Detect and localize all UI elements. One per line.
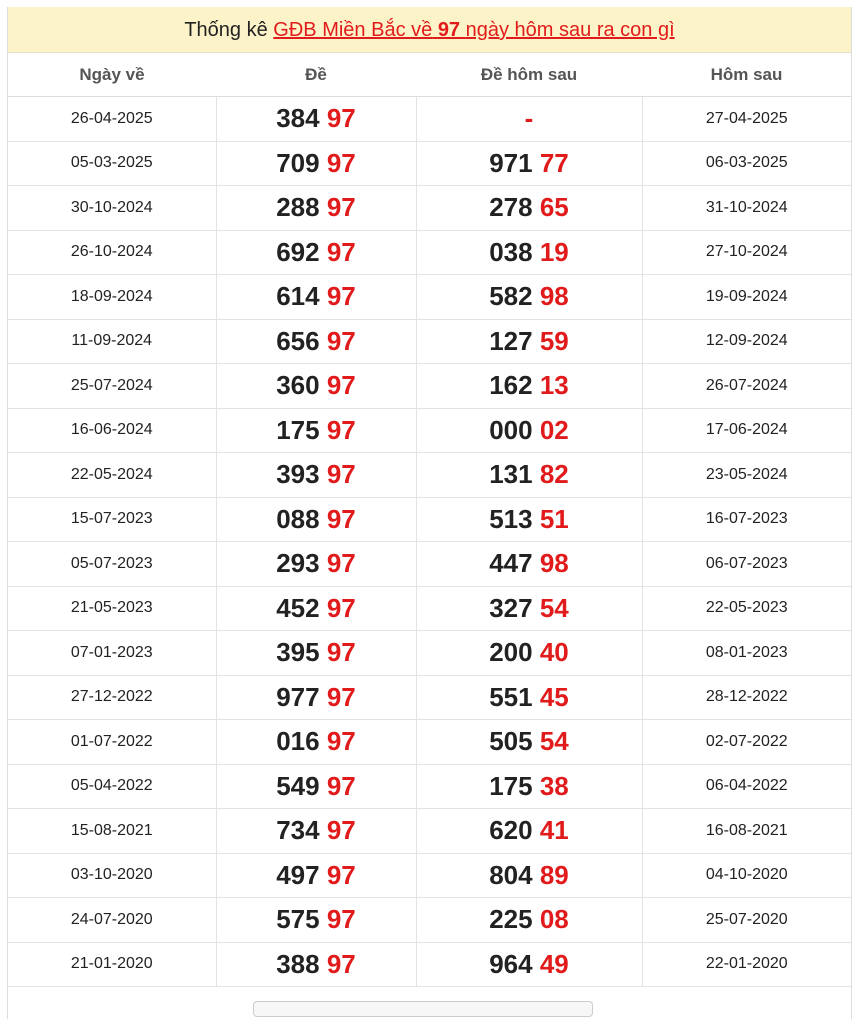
next-special-tail: 40 xyxy=(539,637,569,668)
special-head: 977 xyxy=(276,681,320,712)
next-date-cell: 27-10-2024 xyxy=(642,230,851,275)
special-cell xyxy=(216,542,416,587)
date-cell: 30-10-2024 xyxy=(8,186,216,231)
special-cell xyxy=(216,97,416,142)
special-tail: 97 xyxy=(326,637,356,668)
table-row xyxy=(8,319,851,364)
special-head: 709 xyxy=(276,147,320,178)
date-cell: 18-09-2024 xyxy=(8,275,216,320)
next-date-cell: 27-04-2025 xyxy=(642,97,851,142)
special-cell xyxy=(216,319,416,364)
next-special-cell xyxy=(416,230,642,275)
next-special-cell xyxy=(416,542,642,587)
special-cell xyxy=(216,720,416,765)
special-cell xyxy=(216,764,416,809)
table-row xyxy=(8,186,851,231)
next-special-cell xyxy=(416,720,642,765)
next-special-tail: 08 xyxy=(539,904,569,935)
next-special-head: 200 xyxy=(489,637,533,668)
special-tail: 97 xyxy=(326,815,356,846)
next-special-cell xyxy=(416,898,642,943)
special-head: 288 xyxy=(276,192,320,223)
special-tail: 97 xyxy=(326,325,356,356)
stats-panel xyxy=(7,7,852,1019)
next-special-tail: 41 xyxy=(539,815,569,846)
table-row xyxy=(8,809,851,854)
next-special-tail: 13 xyxy=(539,370,569,401)
next-special-tail: 02 xyxy=(539,414,569,445)
special-tail: 97 xyxy=(326,370,356,401)
next-date-cell: 23-05-2024 xyxy=(642,453,851,498)
header-de-hom-sau: Đề hôm sau xyxy=(416,53,642,97)
special-head: 734 xyxy=(276,815,320,846)
special-cell xyxy=(216,675,416,720)
next-date-cell: 08-01-2023 xyxy=(642,631,851,676)
date-cell: 25-07-2024 xyxy=(8,364,216,409)
date-cell: 05-04-2022 xyxy=(8,764,216,809)
header-de: Đề xyxy=(216,53,416,97)
special-head: 575 xyxy=(276,904,320,935)
next-special-head: 505 xyxy=(489,726,533,757)
next-special-tail: 82 xyxy=(539,459,569,490)
table-row xyxy=(8,364,851,409)
next-special-cell xyxy=(416,586,642,631)
date-cell: 11-09-2024 xyxy=(8,319,216,364)
next-date-cell: 02-07-2022 xyxy=(642,720,851,765)
next-date-cell: 31-10-2024 xyxy=(642,186,851,231)
next-special-head: 971 xyxy=(489,147,533,178)
date-cell: 27-12-2022 xyxy=(8,675,216,720)
next-special-tail: 38 xyxy=(539,770,569,801)
page-title xyxy=(8,7,851,53)
date-cell: 21-01-2020 xyxy=(8,942,216,987)
next-special-head: 551 xyxy=(489,681,533,712)
special-head: 497 xyxy=(276,859,320,890)
date-cell: 26-10-2024 xyxy=(8,230,216,275)
results-table xyxy=(8,53,851,987)
date-cell: 07-01-2023 xyxy=(8,631,216,676)
next-special-tail: 45 xyxy=(539,681,569,712)
special-head: 175 xyxy=(276,414,320,445)
next-special-head: 131 xyxy=(489,459,533,490)
date-cell: 24-07-2020 xyxy=(8,898,216,943)
title-number[interactable]: 97 xyxy=(437,19,461,41)
special-cell xyxy=(216,942,416,987)
special-cell xyxy=(216,186,416,231)
special-head: 692 xyxy=(276,236,320,267)
special-cell xyxy=(216,586,416,631)
bottom-tab[interactable] xyxy=(253,1001,593,1017)
next-special-cell xyxy=(416,408,642,453)
next-special-tail: 77 xyxy=(539,147,569,178)
special-tail: 97 xyxy=(326,103,356,134)
next-special-cell xyxy=(416,675,642,720)
special-tail: 97 xyxy=(326,281,356,312)
next-special-head: 513 xyxy=(489,503,533,534)
table-row xyxy=(8,453,851,498)
next-date-cell: 17-06-2024 xyxy=(642,408,851,453)
next-special-head: 620 xyxy=(489,815,533,846)
title-link[interactable]: GĐB Miền Bắc về 97 ngày hôm sau ra con gì xyxy=(273,19,675,41)
next-special-cell xyxy=(416,453,642,498)
special-cell xyxy=(216,898,416,943)
special-tail: 97 xyxy=(326,503,356,534)
next-special-head: 225 xyxy=(489,904,533,935)
table-row xyxy=(8,631,851,676)
special-head: 393 xyxy=(276,459,320,490)
next-date-cell: 06-07-2023 xyxy=(642,542,851,587)
special-tail: 97 xyxy=(326,770,356,801)
special-cell xyxy=(216,631,416,676)
date-cell: 01-07-2022 xyxy=(8,720,216,765)
date-cell: 15-07-2023 xyxy=(8,497,216,542)
table-row xyxy=(8,898,851,943)
next-date-cell: 25-07-2020 xyxy=(642,898,851,943)
next-special-tail: - xyxy=(524,103,534,134)
table-row xyxy=(8,497,851,542)
table-header-row xyxy=(8,53,851,97)
next-special-tail: 19 xyxy=(539,236,569,267)
next-date-cell: 22-01-2020 xyxy=(642,942,851,987)
next-date-cell: 06-04-2022 xyxy=(642,764,851,809)
table-row xyxy=(8,764,851,809)
next-special-tail: 51 xyxy=(539,503,569,534)
special-head: 293 xyxy=(276,548,320,579)
header-ngay-ve: Ngày về xyxy=(8,53,216,97)
next-date-cell: 28-12-2022 xyxy=(642,675,851,720)
next-special-head: 447 xyxy=(489,548,533,579)
next-special-head: 964 xyxy=(489,948,533,979)
next-special-cell xyxy=(416,364,642,409)
special-tail: 97 xyxy=(326,859,356,890)
table-row xyxy=(8,853,851,898)
next-date-cell: 16-07-2023 xyxy=(642,497,851,542)
special-tail: 97 xyxy=(326,681,356,712)
next-special-cell xyxy=(416,141,642,186)
date-cell: 15-08-2021 xyxy=(8,809,216,854)
table-row xyxy=(8,408,851,453)
special-head: 614 xyxy=(276,281,320,312)
special-cell xyxy=(216,453,416,498)
special-tail: 97 xyxy=(326,726,356,757)
next-special-cell xyxy=(416,186,642,231)
special-cell xyxy=(216,853,416,898)
table-row xyxy=(8,720,851,765)
next-special-tail: 59 xyxy=(539,325,569,356)
next-special-tail: 98 xyxy=(539,281,569,312)
table-row xyxy=(8,97,851,142)
date-cell: 03-10-2020 xyxy=(8,853,216,898)
special-cell xyxy=(216,275,416,320)
special-cell xyxy=(216,497,416,542)
next-special-head: 175 xyxy=(489,770,533,801)
next-special-cell xyxy=(416,97,642,142)
next-special-head: 278 xyxy=(489,192,533,223)
table-row xyxy=(8,230,851,275)
special-head: 016 xyxy=(276,726,320,757)
title-prefix: Thống kê xyxy=(184,19,268,41)
special-tail: 97 xyxy=(326,904,356,935)
next-special-head: 038 xyxy=(489,236,533,267)
next-special-cell xyxy=(416,319,642,364)
next-special-cell xyxy=(416,809,642,854)
table-row xyxy=(8,586,851,631)
date-cell: 16-06-2024 xyxy=(8,408,216,453)
table-body xyxy=(8,97,851,987)
next-special-head: 162 xyxy=(489,370,533,401)
next-special-head: 127 xyxy=(489,325,533,356)
table-row xyxy=(8,942,851,987)
special-cell xyxy=(216,809,416,854)
date-cell: 26-04-2025 xyxy=(8,97,216,142)
next-special-cell xyxy=(416,853,642,898)
next-date-cell: 06-03-2025 xyxy=(642,141,851,186)
next-special-cell xyxy=(416,631,642,676)
special-head: 549 xyxy=(276,770,320,801)
special-cell xyxy=(216,230,416,275)
special-cell xyxy=(216,141,416,186)
next-special-head: 804 xyxy=(489,859,533,890)
special-tail: 97 xyxy=(326,414,356,445)
date-cell: 05-03-2025 xyxy=(8,141,216,186)
special-cell xyxy=(216,408,416,453)
date-cell: 21-05-2023 xyxy=(8,586,216,631)
next-special-cell xyxy=(416,497,642,542)
special-tail: 97 xyxy=(326,548,356,579)
table-row xyxy=(8,141,851,186)
next-date-cell: 12-09-2024 xyxy=(642,319,851,364)
next-date-cell: 04-10-2020 xyxy=(642,853,851,898)
next-special-cell xyxy=(416,275,642,320)
next-special-cell xyxy=(416,764,642,809)
next-date-cell: 26-07-2024 xyxy=(642,364,851,409)
table-row xyxy=(8,675,851,720)
next-date-cell: 22-05-2023 xyxy=(642,586,851,631)
next-special-cell xyxy=(416,942,642,987)
special-tail: 97 xyxy=(326,192,356,223)
special-head: 088 xyxy=(276,503,320,534)
next-special-head: 582 xyxy=(489,281,533,312)
special-head: 360 xyxy=(276,370,320,401)
next-special-tail: 54 xyxy=(539,726,569,757)
special-tail: 97 xyxy=(326,236,356,267)
date-cell: 22-05-2024 xyxy=(8,453,216,498)
special-head: 452 xyxy=(276,592,320,623)
header-hom-sau: Hôm sau xyxy=(642,53,851,97)
date-cell: 05-07-2023 xyxy=(8,542,216,587)
next-special-tail: 98 xyxy=(539,548,569,579)
special-tail: 97 xyxy=(326,592,356,623)
special-head: 384 xyxy=(276,103,320,134)
next-special-tail: 65 xyxy=(539,192,569,223)
special-head: 388 xyxy=(276,948,320,979)
special-head: 395 xyxy=(276,637,320,668)
next-date-cell: 16-08-2021 xyxy=(642,809,851,854)
special-head: 656 xyxy=(276,325,320,356)
table-row xyxy=(8,275,851,320)
next-special-tail: 49 xyxy=(539,948,569,979)
special-tail: 97 xyxy=(326,147,356,178)
next-special-tail: 89 xyxy=(539,859,569,890)
table-row xyxy=(8,542,851,587)
next-special-head: 327 xyxy=(489,592,533,623)
next-special-head: 000 xyxy=(489,414,533,445)
special-tail: 97 xyxy=(326,459,356,490)
next-special-tail: 54 xyxy=(539,592,569,623)
special-tail: 97 xyxy=(326,948,356,979)
special-cell xyxy=(216,364,416,409)
next-date-cell: 19-09-2024 xyxy=(642,275,851,320)
